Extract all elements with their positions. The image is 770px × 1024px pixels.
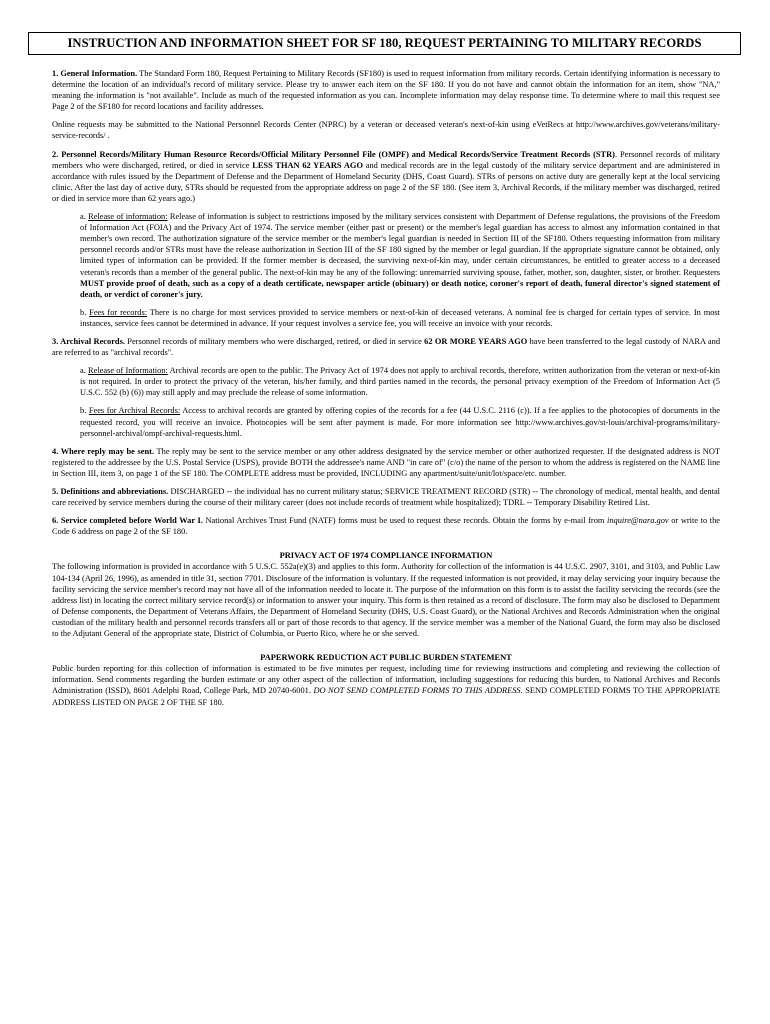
notice-text: Public burden reporting for this collection of information is estimated to be five minutes per request, including time for reviewing instructions and completing and reviewing the collection of information. Send comments regarding the burden estimate or any other aspect of the collection of information, including suggestions for reducing this burden, to National Archives and Records Administration (ISSD), 8601 Adelphi Road, College Park, MD 20740-6001. — [52, 664, 720, 696]
subsection-archival-release — [80, 365, 720, 398]
section-text: DISCHARGED -- the individual has no current military status; SERVICE TREATMENT RECORD (STR) -- The chronology of medical, mental health, and dental care received by service members during the course of their military career (does not include records of treatment while hospitalized); TDRL -- Temporary Disability Retired List. — [52, 487, 720, 508]
section-archival-records — [52, 336, 720, 358]
section-text: have been transferred to the legal custody of NARA and are referred to as "archival records". — [52, 336, 721, 358]
subsection-marker: b. — [80, 307, 90, 317]
emphasis-text: LESS THAN 62 YEARS AGO — [252, 160, 363, 170]
title-box — [28, 32, 741, 55]
subsection-label: Release of Information: — [88, 366, 168, 376]
section-heading: 5. Definitions and abbreviations. — [52, 487, 169, 496]
section-heading: 3. Archival Records. — [52, 336, 125, 346]
document-body — [52, 68, 720, 708]
subsection-label: Fees for records: — [89, 307, 148, 317]
paperwork-act-text — [52, 663, 720, 707]
subsection-archival-fees — [80, 405, 720, 438]
section-text: National Archives Trust Fund (NATF) forms must be used to request these records. Obtain the forms by e-mail from — [202, 516, 608, 526]
section-personnel-records — [52, 149, 720, 204]
subsection-release-of-information — [80, 211, 720, 300]
section-text: or write to the Code 6 address on page 2 of the SF 180. — [52, 516, 720, 537]
section-text: Personnel records of military members who were discharged, retired, or died in service — [124, 336, 425, 346]
warning-text: DO NOT SEND COMPLETED FORMS TO THIS ADDRESS. — [313, 686, 523, 696]
subsection-label: Release of information: — [88, 212, 168, 222]
section-text: and medical records are in the legal custody of the military service department and are administered in accordance with rules issued by the Department of Defense and the Department of Homeland Security (DHS, Coast Guard). STRs of persons on active duty are generally kept at the local servicing clinic. After the last day of active duty, STRs should be requested from the appropriate address on page 2 of the SF 180. (See item 3, Archival Records, if the military member was discharged, retired or died in service more than 62 years ago.) — [52, 160, 720, 203]
section-heading: 2. Personnel Records/Military Human Resource Records/Official Military Personnel File (OMPF) and Medical Records/Service Treatment Records (STR) — [52, 149, 615, 159]
email-link[interactable]: inquire@nara.gov — [607, 516, 669, 526]
notice-text: SEND COMPLETED FORMS TO THE APPROPRIATE ADDRESS LISTED ON PAGE 2 OF THE SF 180. — [52, 686, 721, 707]
section-where-reply-sent — [52, 446, 720, 479]
emphasis-text: 62 OR MORE YEARS AGO — [424, 336, 528, 346]
subsection-text: Archival records are open to the public. The Privacy Act of 1974 does not apply to archival records, therefore, written authorization from the veteran or next-of-kin is not required. In order to protect the privacy of the veteran, his/her family, and third parties named in the records, the personal privacy exemption of the Freedom of Information Act (5 U.S.C. 552 (b) (6)) may still apply and may preclude the release of some information. — [80, 366, 720, 398]
section-text: The Standard Form 180, Request Pertaining to Military Records (SF180) is used to request information from military records. Certain identifying information is necessary to determine the location of an individual's record of military service. Please try to answer each item on the SF 180. If you do not have and cannot obtain the information for an item, show "NA," meaning the information is "not available". Include as much of the requested information as you can. Incomplete information may delay response time. To determine where to mail this request see Page 2 of the SF180 for record locations and facility addresses. — [52, 69, 720, 112]
subsection-marker: a. — [80, 212, 89, 222]
subsection-text: Release of information is subject to restrictions imposed by the military services consistent with Department of Defense regulations, the provisions of the Freedom of Information Act (FOIA) and the Privacy Act of 1974. The service member (either past or present) or the member's legal guardian has access to almost any information contained in that member's own record. The authorization signature of the service member or the member's legal guardian is needed in Section III of the SF180. Others requesting information from military personnel records and/or STRs must have the release authorization in Section III of the SF 180 signed by the member or legal guardian. If the appropriate signature cannot be obtained, only limited types of information can be provided. If the former member is deceased, the surviving next-of-kin may, under certain circumstances, be entitled to greater access to a deceased veteran's records than a member of the general public. The next-of-kin may be any of the following: unremarried surviving spouse, father, mother, son, daughter, sister, or brother. Requesters — [80, 212, 720, 277]
section-text: . Personnel records of military members who were discharged, retired, or died in service — [52, 149, 721, 170]
subsection-fees-for-records — [80, 307, 720, 329]
online-requests-paragraph: Online requests may be submitted to the National Personnel Records Center (NPRC) by a veteran or deceased veteran's next-of-kin using eVetRecs at http://www.archives.gov/veterans/military-service-records/ . — [52, 120, 720, 141]
section-before-wwi — [52, 515, 720, 537]
privacy-act-heading: PRIVACY ACT OF 1974 COMPLIANCE INFORMATION — [279, 551, 493, 561]
section-heading: 1. General Information. — [52, 69, 138, 78]
paperwork-act-heading: PAPERWORK REDUCTION ACT PUBLIC BURDEN STATEMENT — [260, 653, 512, 663]
section-general-information — [52, 68, 720, 112]
subsection-marker: b. — [80, 406, 89, 416]
section-heading: 4. Where reply may be sent. — [52, 446, 155, 456]
page-title: INSTRUCTION AND INFORMATION SHEET FOR SF 180, REQUEST PERTAINING TO MILITARY RECORDS — [67, 35, 702, 50]
emphasis-text: MUST provide proof of death, such as a copy of a death certificate, newspaper article (obituary) or death notice, coroner's report of death, funeral director's signed statement of death, or verdict of coroner's jury. — [80, 278, 720, 299]
section-heading: 6. Service completed before World War I. — [52, 516, 203, 526]
privacy-act-text: The following information is provided in accordance with 5 U.S.C. 552a(e)(3) and applies to this form. Authority for collection of the information is 44 U.S.C. 2907, 3101, and 3103, and Public Law 104-134 (April 26, 1996), as amended in title 31, section 7701. Disclosure of the information is voluntary. If the requested information is not provided, it may delay servicing your inquiry because the facility servicing the service member's record may not have all of the information needed to locate it. The purpose of the information on this form is to assist the facility servicing the records (see the address list) in locating the correct military service record(s) or information to answer your inquiry. This form is then retained as a record of disclosure. The form may also be disclosed to Department of Defense components, the Department of Veterans Affairs, the Department of Homeland Security (DHS, U.S. Coast Guard), or the National Archives and Records Administration when the original custodian of the military health and personnel records transfers all or part of those records to that agency. If the service member was a member of the National Guard, the form may also be disclosed to the Adjutant General of the appropriate state, District of Columbia, or Puerto Rico, where he or she served. — [52, 562, 720, 639]
subsection-marker: a. — [80, 366, 89, 376]
section-text: The reply may be sent to the service member or any other address designated by the service member or other authorized requester. If the designated address is NOT registered to the addressee by the U.S. Postal Service (USPS), provide BOTH the addressee's name AND "in care of" (c/o) the name of the person to whom the address is registered on the NAME line in Section III, item 3, on page 1 of the SF 180. The COMPLETE address must be provided, INCLUDING any apartment/suite/unit/lot/space/etc. number. — [52, 446, 720, 478]
section-definitions — [52, 486, 720, 508]
subsection-text: Access to archival records are granted by offering copies of the records for a fee (44 U.S.C. 2116 (c)). If a fee applies to the photocopies of documents in the requested record, you will receive an invoice. Photocopies will be sent after payment is made. For more information see http://www.archives.gov/st-louis/archival-programs/military-personnel-archival/ompf-archival-requests.html. — [80, 406, 720, 438]
subsection-text: There is no charge for most services provided to service members or next-of-kin of deceased veterans. A nominal fee is charged for certain types of service. In most instances, service fees cannot be determined in advance. If your request involves a service fee, you will receive an invoice with your records. — [80, 307, 721, 328]
subsection-label: Fees for Archival Records: — [88, 406, 181, 416]
